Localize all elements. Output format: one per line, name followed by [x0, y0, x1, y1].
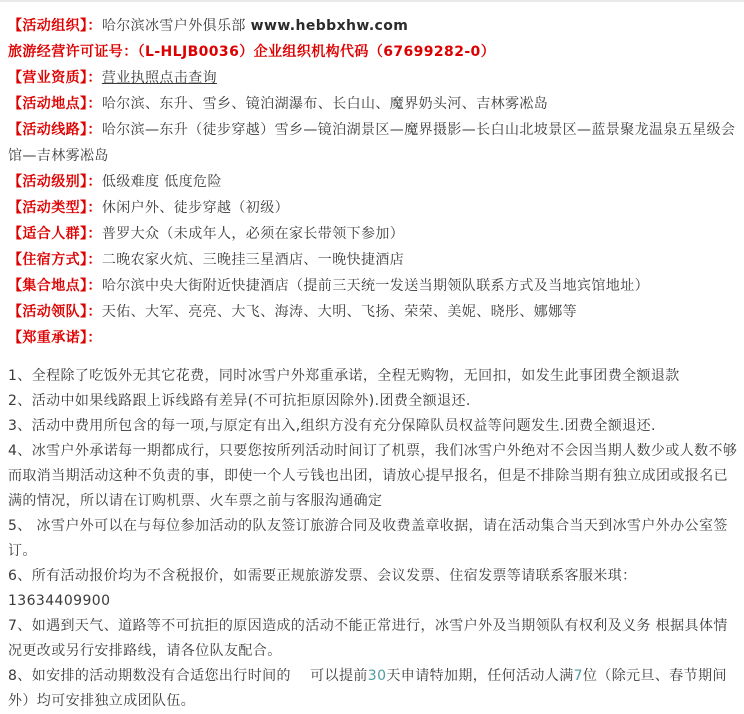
note-8-mid: 天申请特加期，任何活动人满 — [386, 668, 574, 684]
row-meeting-point — [8, 273, 738, 299]
note-8-post: 位（除元旦、春节期间外）均可安排独立成团队伍。 — [8, 668, 727, 709]
promise-label: 【郑重承诺】： — [8, 330, 102, 346]
organizer-label: 【活动组织】： — [8, 18, 102, 34]
row-activity-route — [8, 117, 738, 169]
row-suitable-crowd — [8, 221, 738, 247]
business-license-link[interactable]: 营业执照点击查询 — [101, 70, 218, 86]
meeting-point-text: 哈尔滨中央大街附近快捷酒店（提前三天统一发送当期领队联系方式及当地宾馆地址） — [101, 278, 650, 294]
organizer-club-name: 哈尔滨冰雪户外俱乐部 — [101, 18, 251, 34]
accommodation-label: 【住宿方式】： — [8, 252, 102, 268]
note-1: 1、全程除了吃饭外无其它花费，同时冰雪户外郑重承诺，全程无购物，无回扣，如发生此事团费全额退款 — [8, 368, 680, 384]
level-text: 低级难度 低度危险 — [101, 174, 222, 190]
type-text: 休闲户外、徒步穿越（初级） — [101, 200, 290, 216]
type-label: 【活动类型】： — [8, 200, 102, 216]
row-activity-location — [8, 91, 738, 117]
club-website-link[interactable]: www.hebbxhw.com — [250, 18, 409, 34]
row-activity-organizer — [8, 13, 738, 39]
row-travel-license — [8, 39, 738, 65]
location-label: 【活动地点】： — [8, 96, 102, 112]
travel-license-text: 旅游经营许可证号：（L-HLJB0036）企业组织机构代码（67699282-0） — [8, 44, 496, 60]
route-text: 哈尔滨—东升（徒步穿越）雪乡—镜泊湖景区—魔界摄影—长白山北坡景区—蓝景聚龙温泉五星级会馆—吉林雾凇岛 — [8, 122, 736, 164]
note-4: 4、冰雪户外承诺每一期都成行，只要您按所列活动时间订了机票，我们冰雪户外绝对不会因当期人数少或人数不够而取消当期活动这种不负责的事，即使一个人亏钱也出团，请放心提早报名，但是不排除当期有独立成团或报名已满的情况，所以请在订购机票、火车票之前与客服沟通确定 — [8, 443, 738, 509]
row-activity-type — [8, 195, 738, 221]
promise-notes-list — [8, 364, 738, 714]
note-8-pre: 8、如安排的活动期数没有合适您出行时间的 可以提前 — [8, 668, 368, 684]
note-8 — [8, 664, 738, 714]
note-7: 7、如遇到天气、道路等不可抗拒的原因造成的活动不能正常进行，冰雪户外及当期领队有权利及义务 根据具体情况更改或另行安排路线，请各位队友配合。 — [8, 618, 728, 659]
row-business-qualification — [8, 65, 738, 91]
location-text: 哈尔滨、东升、雪乡、镜泊湖瀑布、长白山、魔界奶头河、吉林雾凇岛 — [101, 96, 549, 112]
note-8-days-number: 30 — [367, 668, 387, 684]
note-6: 6、所有活动报价均为不含税报价，如需要正规旅游发票、会议发票、住宿发票等请联系客服米琪：13634409900 — [8, 568, 637, 609]
meeting-point-label: 【集合地点】： — [8, 278, 102, 294]
leaders-label: 【活动领队】： — [8, 304, 102, 320]
qualification-label: 【营业资质】： — [8, 70, 102, 86]
crowd-label: 【适合人群】： — [8, 226, 102, 242]
row-activity-level — [8, 169, 738, 195]
accommodation-text: 二晚农家火炕、三晚挂三星酒店、一晚快捷酒店 — [101, 252, 405, 268]
note-8-people-number: 7 — [573, 668, 583, 684]
row-activity-leaders — [8, 299, 738, 325]
level-label: 【活动级别】： — [8, 174, 102, 190]
leaders-text: 天佑、大军、亮亮、大飞、海涛、大明、飞扬、荣荣、美妮、晓彤、娜娜等 — [101, 304, 578, 320]
row-solemn-promise — [8, 325, 738, 351]
note-5: 5、 冰雪户外可以在与每位参加活动的队友签订旅游合同及收费盖章收据，请在活动集合当天到冰雪户外办公室签订。 — [8, 518, 728, 559]
route-label: 【活动线路】： — [8, 122, 102, 138]
note-2: 2、活动中如果线路跟上诉线路有差异(不可抗拒原因除外).团费全额退还. — [8, 393, 471, 409]
crowd-text: 普罗大众（未成年人，必须在家长带领下参加） — [101, 226, 405, 242]
row-accommodation — [8, 247, 738, 273]
note-3: 3、活动中费用所包含的每一项,与原定有出入,组织方没有充分保障队员权益等问题发生.团费全额退还. — [8, 418, 656, 434]
